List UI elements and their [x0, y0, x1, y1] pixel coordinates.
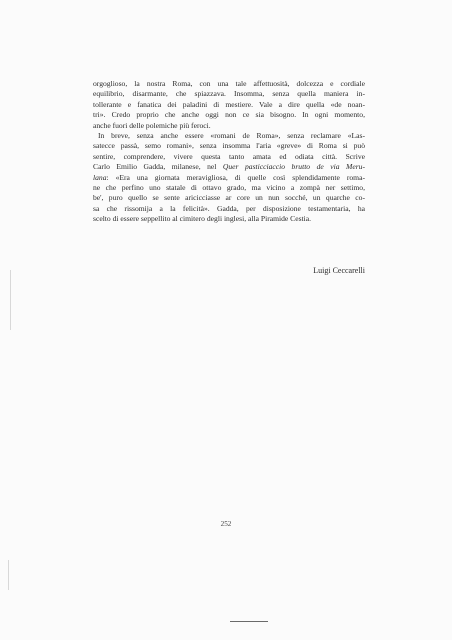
text-line: tri». Credo proprio che anche oggi non ce sia bisogno. In ogni momento, [93, 110, 365, 120]
text-line: sentire, comprendere, vivere questa tanto amata ed odiata città. Scrive [93, 151, 365, 161]
author-signature: Luigi Ceccarelli [313, 266, 365, 275]
paragraph-1 [93, 79, 365, 131]
text-line: orgoglioso, la nostra Roma, con una tale affettuosità, dolcezza e cordiale [93, 79, 365, 88]
paragraph-2 [93, 131, 365, 225]
text-line: be', puro quello se sente aricicciasse ar core un nun socché, un quarche co- [93, 193, 365, 203]
book-title: Quer pasticciaccio brutto de via Meru- [222, 162, 366, 172]
text-line: scelto di essere seppellito al cimitero degli inglesi, alla Piramide Cestia. [93, 214, 312, 224]
book-title-end: lana [93, 172, 107, 182]
scan-mark-left-1 [10, 270, 11, 330]
body-text [93, 79, 365, 225]
scan-mark-left-2 [8, 560, 9, 590]
text-line [93, 173, 365, 183]
text-segment: : «Era una giornata meravigliosa, di quelle così splendidamente roma- [106, 172, 365, 182]
text-line: satecce passà, semo romani», senza insomma l'aria «greve» di Roma si può [93, 141, 365, 151]
text-line: equilibrio, disarmante, che spiazzava. Insomma, senza quella maniera in- [93, 89, 365, 99]
text-line [93, 162, 365, 172]
text-line: ne che perfino uno statale di ottavo grado, ma vicino a zompà ner settimo, [93, 183, 365, 193]
text-line: anche fuori delle polemiche più feroci. [93, 120, 211, 130]
bottom-rule [230, 621, 268, 622]
text-segment: Carlo Emilio Gadda, milanese, nel [93, 162, 223, 172]
text-line: sa che rissomija a la felicità». Gadda, per disposizione testamentaria, ha [93, 203, 365, 213]
text-line: In breve, senza anche essere «romani de Roma», senza reclamare «Las- [98, 131, 365, 141]
text-line: tollerante e fanatica dei paladini di mestiere. Vale a dire quella «de noan- [93, 99, 365, 109]
page-number: 252 [220, 520, 232, 528]
